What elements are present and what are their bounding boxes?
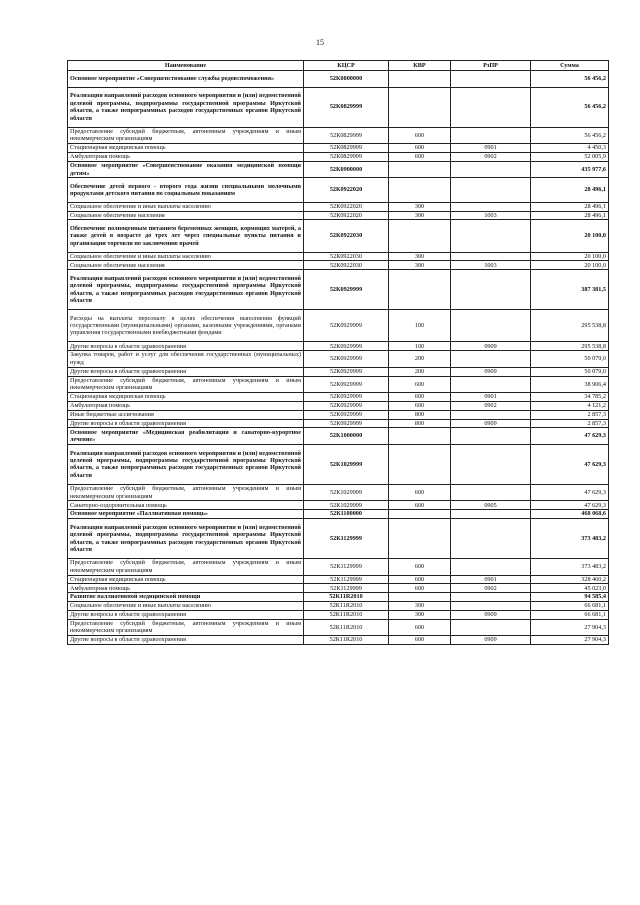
- row-kcsr: 52К0929999: [304, 351, 389, 368]
- row-kvr: 300: [389, 202, 451, 211]
- row-name: Социальное обеспечение населения: [68, 211, 304, 220]
- row-kcsr: 52К1129999: [304, 559, 389, 576]
- table-row: [68, 261, 609, 270]
- row-kcsr: 52К0922020: [304, 202, 389, 211]
- row-sum: 28 496,1: [531, 202, 609, 211]
- row-sum: 295 538,8: [531, 310, 609, 342]
- table-row: [68, 510, 609, 519]
- row-sum: 38 906,4: [531, 376, 609, 393]
- row-sum: 47 629,3: [531, 444, 609, 484]
- table-row: [68, 484, 609, 501]
- row-name: Амбулаторная помощь: [68, 401, 304, 410]
- row-rzpr: [451, 484, 531, 501]
- row-kvr: 300: [389, 261, 451, 270]
- table-row: [68, 593, 609, 602]
- row-name: Реализация направлений расходов основного мероприятия и (или) ведомственной целевой программы, подпрограммы государственной программы Иркутской области, а также непрограммных расходов государственных органов Иркутской области: [68, 270, 304, 310]
- row-rzpr: 1003: [451, 261, 531, 270]
- row-sum: 47 629,3: [531, 501, 609, 510]
- row-kcsr: 52К1129999: [304, 584, 389, 593]
- table-row: [68, 584, 609, 593]
- row-sum: 27 904,3: [531, 636, 609, 645]
- row-sum: 66 681,1: [531, 610, 609, 619]
- row-kcsr: 52К1100000: [304, 510, 389, 519]
- row-sum: 295 538,8: [531, 342, 609, 351]
- row-name: Стационарная медицинская помощь: [68, 575, 304, 584]
- row-sum: 2 857,3: [531, 419, 609, 428]
- row-rzpr: [451, 310, 531, 342]
- table-row: [68, 342, 609, 351]
- table-row: [68, 410, 609, 419]
- row-kcsr: 52К0900000: [304, 161, 389, 178]
- row-kvr: 300: [389, 252, 451, 261]
- budget-table: [67, 60, 609, 645]
- row-name: Обеспечение детей первого - второго года жизни специальными молочными продуктами детского питания по социальным показаниям: [68, 178, 304, 202]
- row-sum: 468 068,6: [531, 510, 609, 519]
- row-kvr: 200: [389, 351, 451, 368]
- row-name: Другие вопросы в области здравоохранения: [68, 367, 304, 376]
- row-sum: 20 100,0: [531, 252, 609, 261]
- row-sum: 20 100,0: [531, 261, 609, 270]
- row-rzpr: [451, 270, 531, 310]
- row-rzpr: [451, 87, 531, 127]
- row-kcsr: 52К11R2010: [304, 619, 389, 636]
- row-kvr: [389, 178, 451, 202]
- row-name: Основное мероприятие «Совершенствование оказания медицинской помощи детям»: [68, 161, 304, 178]
- table-row: [68, 152, 609, 161]
- row-sum: 373 483,2: [531, 519, 609, 559]
- table-row: [68, 71, 609, 88]
- row-rzpr: [451, 178, 531, 202]
- row-kvr: 600: [389, 575, 451, 584]
- row-rzpr: 0901: [451, 393, 531, 402]
- row-name: Предоставление субсидий бюджетным, автономным учреждениям и иным некоммерческим организациям: [68, 127, 304, 144]
- row-rzpr: 0901: [451, 144, 531, 153]
- row-name: Амбулаторная помощь: [68, 152, 304, 161]
- row-rzpr: 0902: [451, 152, 531, 161]
- table-row: [68, 636, 609, 645]
- row-kvr: 600: [389, 401, 451, 410]
- row-name: Другие вопросы в области здравоохранения: [68, 610, 304, 619]
- row-sum: 94 585,4: [531, 593, 609, 602]
- row-name: Предоставление субсидий бюджетным, автономным учреждениям и иным некоммерческим организациям: [68, 484, 304, 501]
- row-sum: 47 629,3: [531, 484, 609, 501]
- row-kcsr: 52К0922020: [304, 211, 389, 220]
- row-kvr: [389, 220, 451, 252]
- row-rzpr: 1003: [451, 211, 531, 220]
- row-kcsr: 52К0829999: [304, 152, 389, 161]
- header-kcsr: КЦСР: [304, 61, 389, 71]
- table-row: [68, 202, 609, 211]
- row-sum: 20 100,0: [531, 220, 609, 252]
- table-row: [68, 351, 609, 368]
- row-name: Расходы на выплаты персоналу в целях обеспечения выполнения функций государственными (муниципальными) органами, казенными учреждениями, органами управления государственными внебюджетными фондами: [68, 310, 304, 342]
- page-number: 15: [316, 38, 324, 47]
- table-row: [68, 211, 609, 220]
- row-kcsr: 52К1029999: [304, 484, 389, 501]
- row-name: Основное мероприятие «Совершенствование службы родовспоможения»: [68, 71, 304, 88]
- row-name: Предоставление субсидий бюджетным, автономным учреждениям и иным некоммерческим организациям: [68, 376, 304, 393]
- table-row: [68, 559, 609, 576]
- row-name: Иные бюджетные ассигнования: [68, 410, 304, 419]
- row-rzpr: 0909: [451, 610, 531, 619]
- row-rzpr: [451, 559, 531, 576]
- row-sum: 28 496,1: [531, 211, 609, 220]
- row-sum: 373 483,2: [531, 559, 609, 576]
- row-name: Социальное обеспечение и иные выплаты населению: [68, 252, 304, 261]
- row-rzpr: [451, 602, 531, 611]
- table-row: [68, 575, 609, 584]
- table-row: [68, 310, 609, 342]
- row-name: Реализация направлений расходов основного мероприятия и (или) ведомственной целевой программы, подпрограммы государственной программы Иркутской области, а также непрограммных расходов государственных органов Иркутской области: [68, 444, 304, 484]
- table-row: [68, 270, 609, 310]
- row-kcsr: 52К0829999: [304, 87, 389, 127]
- row-rzpr: [451, 510, 531, 519]
- row-rzpr: [451, 619, 531, 636]
- row-sum: 387 381,5: [531, 270, 609, 310]
- row-rzpr: [451, 444, 531, 484]
- table-header-row: [68, 61, 609, 71]
- row-sum: 435 977,6: [531, 161, 609, 178]
- row-name: Другие вопросы в области здравоохранения: [68, 342, 304, 351]
- table-row: [68, 367, 609, 376]
- row-rzpr: [451, 161, 531, 178]
- row-sum: 56 456,2: [531, 87, 609, 127]
- row-sum: 28 496,1: [531, 178, 609, 202]
- row-name: Предоставление субсидий бюджетным, автономным учреждениям и иным некоммерческим организациям: [68, 619, 304, 636]
- table-row: [68, 252, 609, 261]
- row-kvr: 600: [389, 619, 451, 636]
- row-rzpr: 0905: [451, 501, 531, 510]
- header-sum: Сумма: [531, 61, 609, 71]
- row-name: Амбулаторная помощь: [68, 584, 304, 593]
- row-sum: 4 121,2: [531, 401, 609, 410]
- row-sum: 4 450,3: [531, 144, 609, 153]
- row-kcsr: 52К1129999: [304, 575, 389, 584]
- row-kvr: 600: [389, 152, 451, 161]
- row-kcsr: 52К0922020: [304, 178, 389, 202]
- row-name: Основное мероприятие «Паллиативная помощь»: [68, 510, 304, 519]
- row-rzpr: 0909: [451, 367, 531, 376]
- row-rzpr: [451, 428, 531, 445]
- row-name: Реализация направлений расходов основного мероприятия и (или) ведомственной целевой программы, подпрограммы государственной программы Иркутской области, а также непрограммных расходов государственных органов Иркутской области: [68, 519, 304, 559]
- row-kvr: 600: [389, 484, 451, 501]
- table-row: [68, 428, 609, 445]
- header-rzpr: РзПР: [451, 61, 531, 71]
- row-kvr: [389, 519, 451, 559]
- row-rzpr: [451, 71, 531, 88]
- row-kvr: [389, 444, 451, 484]
- row-sum: 56 456,2: [531, 127, 609, 144]
- row-sum: 66 681,1: [531, 602, 609, 611]
- table-row: [68, 178, 609, 202]
- row-kvr: [389, 270, 451, 310]
- row-kvr: 600: [389, 127, 451, 144]
- row-kvr: 600: [389, 501, 451, 510]
- row-kcsr: 52К11R2010: [304, 636, 389, 645]
- row-sum: 56 456,2: [531, 71, 609, 88]
- row-name: Социальное обеспечение и иные выплаты населению: [68, 202, 304, 211]
- row-rzpr: [451, 351, 531, 368]
- header-name: Наименование: [68, 61, 304, 71]
- row-kcsr: 52К0829999: [304, 127, 389, 144]
- row-rzpr: 0902: [451, 584, 531, 593]
- row-kvr: 300: [389, 602, 451, 611]
- row-kvr: 600: [389, 376, 451, 393]
- row-kcsr: 52К0922030: [304, 220, 389, 252]
- row-kcsr: 52К0929999: [304, 342, 389, 351]
- row-name: Другие вопросы в области здравоохранения: [68, 419, 304, 428]
- row-name: Санаторно-оздоровительная помощь: [68, 501, 304, 510]
- row-kvr: 100: [389, 342, 451, 351]
- row-kvr: [389, 510, 451, 519]
- row-sum: 47 629,3: [531, 428, 609, 445]
- row-name: Другие вопросы в области здравоохранения: [68, 636, 304, 645]
- row-kvr: 600: [389, 559, 451, 576]
- row-name: Закупка товаров, работ и услуг для обеспечения государственных (муниципальных) нужд: [68, 351, 304, 368]
- table-row: [68, 501, 609, 510]
- row-name: Социальное обеспечение и иные выплаты населению: [68, 602, 304, 611]
- row-name: Развитие паллиативной медицинской помощи: [68, 593, 304, 602]
- row-rzpr: [451, 376, 531, 393]
- row-kvr: [389, 428, 451, 445]
- table-row: [68, 610, 609, 619]
- table-row: [68, 519, 609, 559]
- table-row: [68, 419, 609, 428]
- row-sum: 50 079,0: [531, 351, 609, 368]
- row-kvr: 300: [389, 610, 451, 619]
- row-kvr: 800: [389, 419, 451, 428]
- row-kcsr: 52К1029999: [304, 501, 389, 510]
- row-rzpr: 0909: [451, 342, 531, 351]
- row-sum: 50 079,0: [531, 367, 609, 376]
- row-rzpr: [451, 127, 531, 144]
- row-kvr: [389, 161, 451, 178]
- table-row: [68, 602, 609, 611]
- row-kcsr: 52К0929999: [304, 393, 389, 402]
- row-kvr: [389, 71, 451, 88]
- row-sum: 52 005,9: [531, 152, 609, 161]
- row-kcsr: 52К11R2010: [304, 602, 389, 611]
- row-kcsr: 52К1000000: [304, 428, 389, 445]
- row-rzpr: [451, 220, 531, 252]
- row-sum: 34 785,2: [531, 393, 609, 402]
- row-rzpr: [451, 519, 531, 559]
- row-kvr: 300: [389, 211, 451, 220]
- row-rzpr: [451, 252, 531, 261]
- row-name: Стационарная медицинская помощь: [68, 144, 304, 153]
- row-kcsr: 52К0922030: [304, 252, 389, 261]
- row-kvr: [389, 87, 451, 127]
- row-kcsr: 52К0922030: [304, 261, 389, 270]
- table-row: [68, 619, 609, 636]
- row-sum: 45 023,0: [531, 584, 609, 593]
- row-rzpr: [451, 410, 531, 419]
- row-rzpr: [451, 202, 531, 211]
- table-row: [68, 87, 609, 127]
- row-kcsr: 52К0929999: [304, 410, 389, 419]
- row-kvr: 600: [389, 393, 451, 402]
- row-sum: 27 904,3: [531, 619, 609, 636]
- row-kcsr: 52К0929999: [304, 419, 389, 428]
- row-name: Реализация направлений расходов основного мероприятия и (или) ведомственной целевой программы, подпрограммы государственной программы Иркутской области, а также непрограммных расходов государственных органов Иркутской области: [68, 87, 304, 127]
- row-kcsr: 52К0929999: [304, 401, 389, 410]
- row-kcsr: 52К11R2010: [304, 610, 389, 619]
- row-name: Обеспечение полноценным питанием беременных женщин, кормящих матерей, а также детей в возрасте до трех лет через специальные пункты питания и организации торговли по заключению врачей: [68, 220, 304, 252]
- table-row: [68, 393, 609, 402]
- row-name: Социальное обеспечение населения: [68, 261, 304, 270]
- row-kvr: 200: [389, 367, 451, 376]
- row-kcsr: 52К0829999: [304, 144, 389, 153]
- row-name: Основное мероприятие «Медицинская реабилитация и санаторно-курортное лечение»: [68, 428, 304, 445]
- row-kcsr: 52К1129999: [304, 519, 389, 559]
- row-kvr: [389, 593, 451, 602]
- row-kcsr: 52К1029999: [304, 444, 389, 484]
- row-kvr: 600: [389, 636, 451, 645]
- table-row: [68, 144, 609, 153]
- row-kcsr: 52К0929999: [304, 310, 389, 342]
- table-body: [68, 71, 609, 645]
- table-row: [68, 220, 609, 252]
- row-kcsr: 52К11R2010: [304, 593, 389, 602]
- row-kcsr: 52К0929999: [304, 367, 389, 376]
- row-rzpr: 0902: [451, 401, 531, 410]
- row-name: Предоставление субсидий бюджетным, автономным учреждениям и иным некоммерческим организациям: [68, 559, 304, 576]
- row-kcsr: 52К0929999: [304, 270, 389, 310]
- row-rzpr: 0909: [451, 636, 531, 645]
- row-rzpr: 0901: [451, 575, 531, 584]
- header-kvr: КВР: [389, 61, 451, 71]
- row-name: Стационарная медицинская помощь: [68, 393, 304, 402]
- row-kvr: 100: [389, 310, 451, 342]
- row-rzpr: 0909: [451, 419, 531, 428]
- table-row: [68, 127, 609, 144]
- table-row: [68, 161, 609, 178]
- row-kvr: 600: [389, 584, 451, 593]
- table-row: [68, 401, 609, 410]
- row-kcsr: 52К0800000: [304, 71, 389, 88]
- row-kvr: 600: [389, 144, 451, 153]
- row-sum: 328 460,2: [531, 575, 609, 584]
- row-sum: 2 857,3: [531, 410, 609, 419]
- row-kcsr: 52К0929999: [304, 376, 389, 393]
- row-kvr: 800: [389, 410, 451, 419]
- row-rzpr: [451, 593, 531, 602]
- table-row: [68, 444, 609, 484]
- table-row: [68, 376, 609, 393]
